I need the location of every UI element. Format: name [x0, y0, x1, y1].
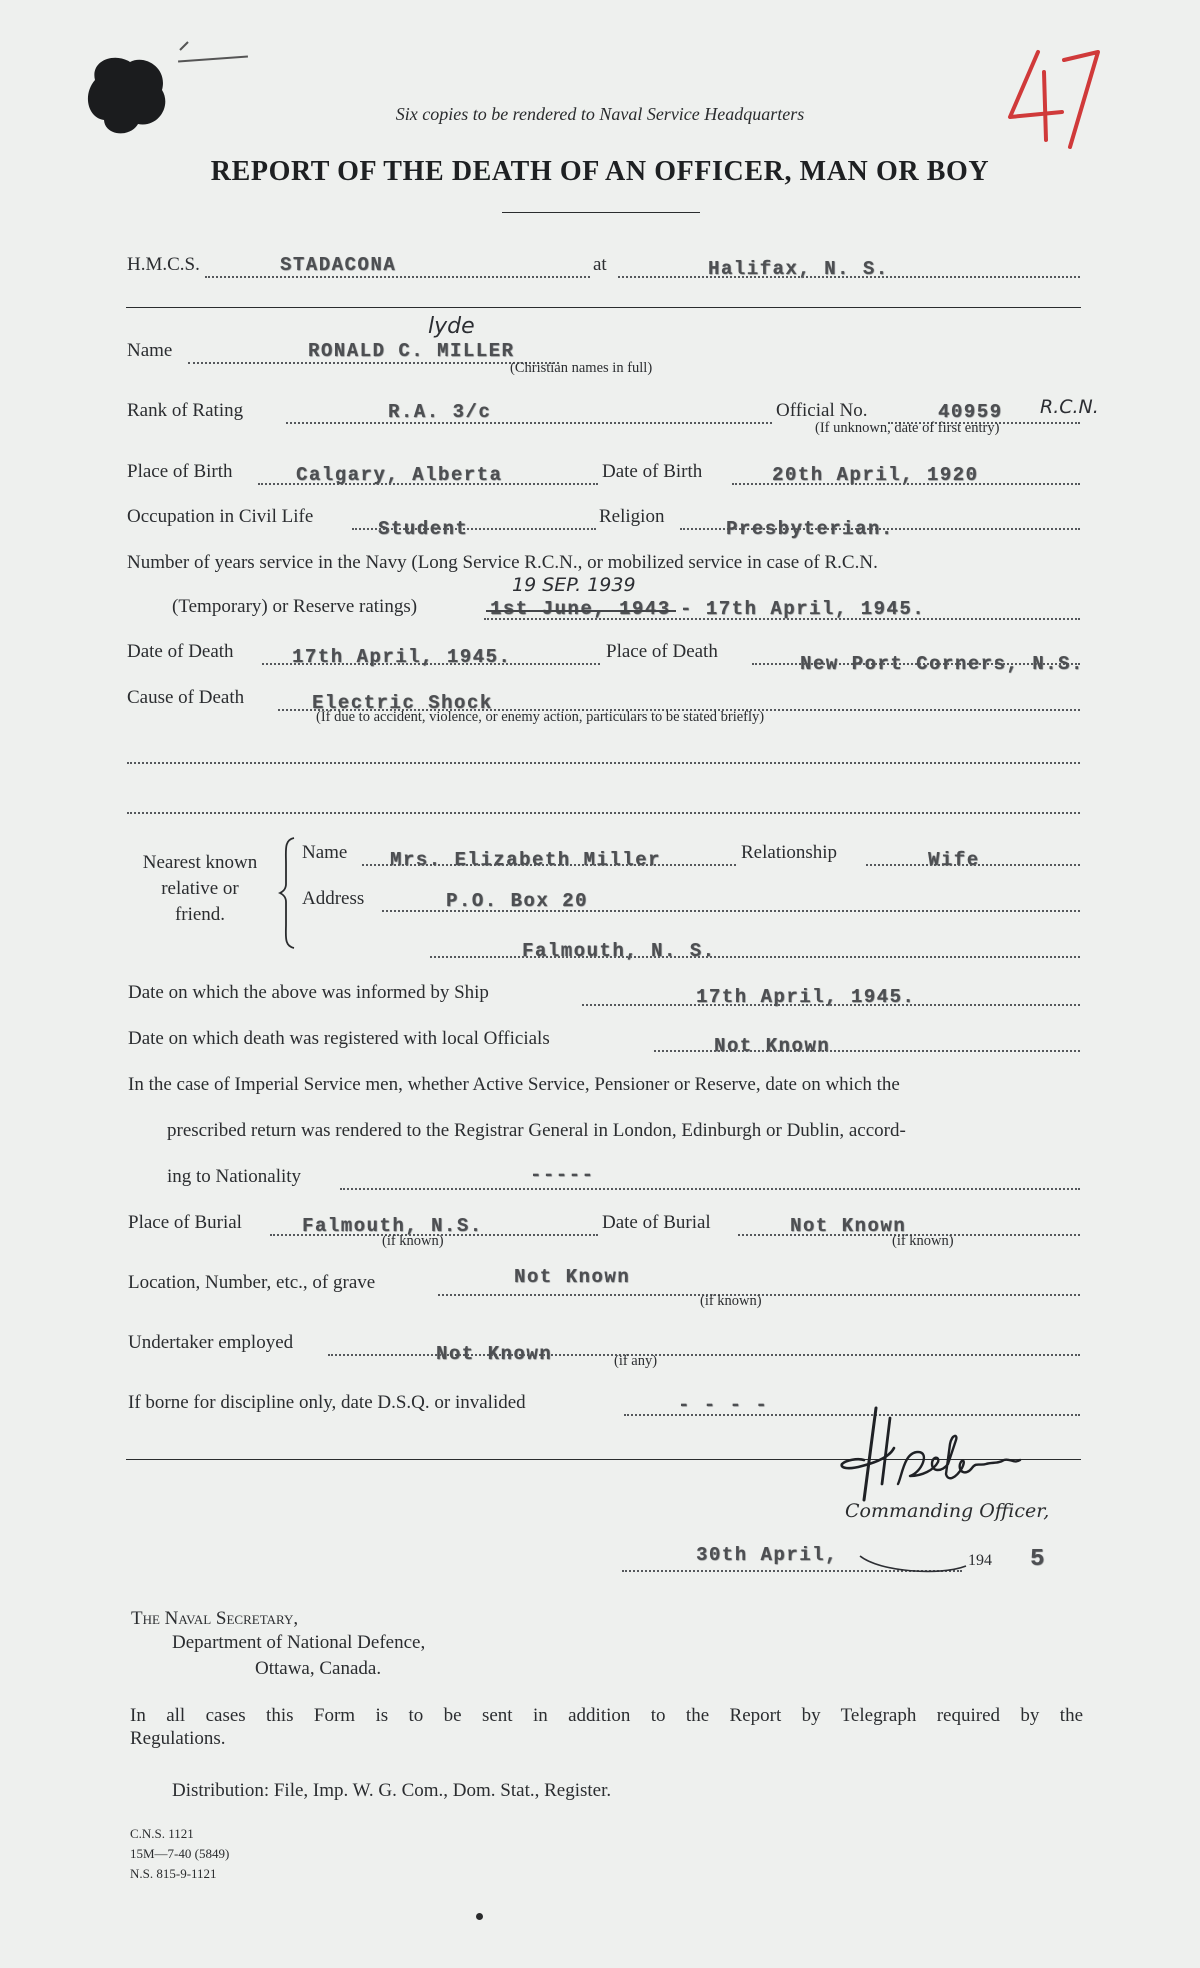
header-instruction: Six copies to be rendered to Naval Service Headquarters [395, 104, 805, 124]
registered-value: Not Known [714, 1035, 831, 1057]
death-date-label: Date of Death [127, 641, 234, 662]
occupation-value: Student [378, 518, 469, 540]
relative-address-value-1: P.O. Box 20 [446, 890, 588, 912]
form-code-1: C.N.S. 1121 [130, 1826, 194, 1841]
relationship-value: Wife [928, 849, 980, 871]
commanding-officer-label: Commanding Officer, [845, 1500, 1050, 1522]
occupation-label: Occupation in Civil Life [127, 506, 314, 527]
burial-date-note: (if known) [892, 1233, 954, 1249]
distribution-text: Distribution: File, Imp. W. G. Com., Dom. Stat., Register. [172, 1780, 612, 1801]
official-no-note: (If unknown, date of first entry) [815, 420, 1000, 436]
address-line-3: Ottawa, Canada. [255, 1658, 382, 1679]
birthplace-value: Calgary, Alberta [296, 464, 503, 486]
service-line1: Number of years service in the Navy (Long Service R.C.N., or mobilized service in case of R.C.N. [127, 552, 878, 573]
informed-value: 17th April, 1945. [696, 986, 916, 1008]
form-code-3: N.S. 815-9-1121 [130, 1866, 217, 1881]
ink-dot [476, 1913, 483, 1920]
death-place-label: Place of Death [606, 641, 718, 662]
undertaker-value: Not Known [436, 1343, 553, 1365]
death-place-value: New Port Corners, N.S. [800, 653, 1084, 675]
name-label: Name [127, 340, 173, 361]
service-line2-label: (Temporary) or Reserve ratings) [172, 596, 418, 617]
signoff-date-value: 30th April, [696, 1544, 838, 1566]
religion-label: Religion [599, 506, 665, 527]
birthplace-label: Place of Birth [127, 461, 233, 482]
name-handwritten-insert: lyde [428, 314, 475, 339]
imperial-line3: ing to Nationality [167, 1166, 302, 1187]
imperial-line2: prescribed return was rendered to the Registrar General in London, Edinburgh or Dublin, accord- [167, 1120, 906, 1141]
signature-flourish [850, 1520, 970, 1580]
death-date-value: 17th April, 1945. [292, 646, 512, 668]
relative-group-label-1: Nearest known [142, 852, 258, 873]
relative-group-label [122, 850, 278, 928]
service-strikethrough [486, 610, 676, 612]
imperial-line [340, 1188, 1080, 1190]
informed-label: Date on which the above was informed by Ship [128, 982, 489, 1003]
address-line-1: The Naval Secretary, [131, 1608, 299, 1629]
imperial-line1: In the case of Imperial Service men, whether Active Service, Pensioner or Reserve, date on which the [128, 1074, 900, 1095]
cause-value: Electric Shock [312, 692, 493, 714]
discipline-label: If borne for discipline only, date D.S.Q. or invalided [128, 1392, 526, 1413]
rank-label: Rank of Rating [127, 400, 244, 421]
cause-note: (If due to accident, violence, or enemy action, particulars to be stated briefly) [316, 709, 765, 725]
instructions-line-2: Regulations. [130, 1728, 226, 1749]
registered-label: Date on which death was registered with local Officials [128, 1028, 550, 1049]
punched-hole-mark [60, 40, 190, 160]
imperial-value: ----- [530, 1164, 595, 1186]
relative-group-label-3: friend. [174, 904, 226, 925]
at-value: Halifax, N. S. [708, 258, 889, 280]
undertaker-label: Undertaker employed [128, 1332, 294, 1353]
signoff-year-suffix: 5 [1030, 1546, 1046, 1573]
official-no-suffix: R.C.N. [1040, 396, 1099, 418]
form-code-2: 15M—7-40 (5849) [130, 1846, 230, 1861]
relative-name-label: Name [302, 842, 348, 863]
section-rule-top [126, 307, 1081, 308]
birthdate-label: Date of Birth [602, 461, 703, 482]
grave-note: (if known) [700, 1293, 762, 1309]
cause-label: Cause of Death [127, 687, 245, 708]
birthdate-value: 20th April, 1920 [772, 464, 979, 486]
page-mark-number [1000, 42, 1110, 152]
hmcs-label: H.M.C.S. [127, 254, 200, 275]
name-note: (Christian names in full) [510, 360, 653, 376]
undertaker-note: (if any) [614, 1353, 658, 1369]
relative-group-label-2: relative or [161, 878, 239, 899]
instructions-line-1: In all cases this Form is to be sent in addition to the Report by Telegraph required by the [130, 1705, 1083, 1726]
relative-address-value-2: Falmouth, N. S. [522, 940, 716, 962]
rank-value: R.A. 3/c [388, 401, 492, 423]
grave-label: Location, Number, etc., of grave [128, 1272, 376, 1293]
discipline-value: - - - - [678, 1394, 769, 1416]
service-correction: 19 SEP. 1939 [512, 574, 636, 596]
relative-name-value: Mrs. Elizabeth Miller [390, 849, 661, 871]
burial-place-value: Falmouth, N.S. [302, 1215, 483, 1237]
burial-place-label: Place of Burial [128, 1212, 242, 1233]
at-label: at [593, 254, 607, 275]
name-line [188, 362, 559, 364]
form-title: REPORT OF THE DEATH OF AN OFFICER, MAN OR BOY [210, 156, 990, 187]
address-line-2: Department of National Defence, [172, 1632, 426, 1653]
cause-extra-line-1 [127, 762, 1080, 764]
service-end-value: - 17th April, 1945. [680, 598, 926, 620]
burial-place-note: (if known) [382, 1233, 444, 1249]
grave-value: Not Known [514, 1266, 631, 1288]
relative-address-label: Address [302, 888, 365, 909]
relationship-label: Relationship [741, 842, 838, 863]
cause-extra-line-2 [127, 812, 1080, 814]
hmcs-line [205, 276, 590, 278]
signoff-year-prefix: 194 [968, 1552, 992, 1569]
religion-value: Presbyterian. [726, 518, 894, 540]
commanding-officer-signature [838, 1400, 1088, 1510]
name-value: RONALD C. MILLER [308, 340, 515, 362]
burial-date-value: Not Known [790, 1215, 907, 1237]
burial-date-label: Date of Burial [602, 1212, 711, 1233]
service-struck-value: 1st June, 1943 [490, 598, 671, 620]
title-underline [502, 212, 700, 213]
official-no-value: 40959 [938, 401, 1003, 423]
hmcs-value: STADACONA [280, 254, 397, 276]
official-no-label: Official No. [776, 400, 868, 421]
rank-line [286, 422, 772, 424]
relative-brace [278, 836, 298, 950]
